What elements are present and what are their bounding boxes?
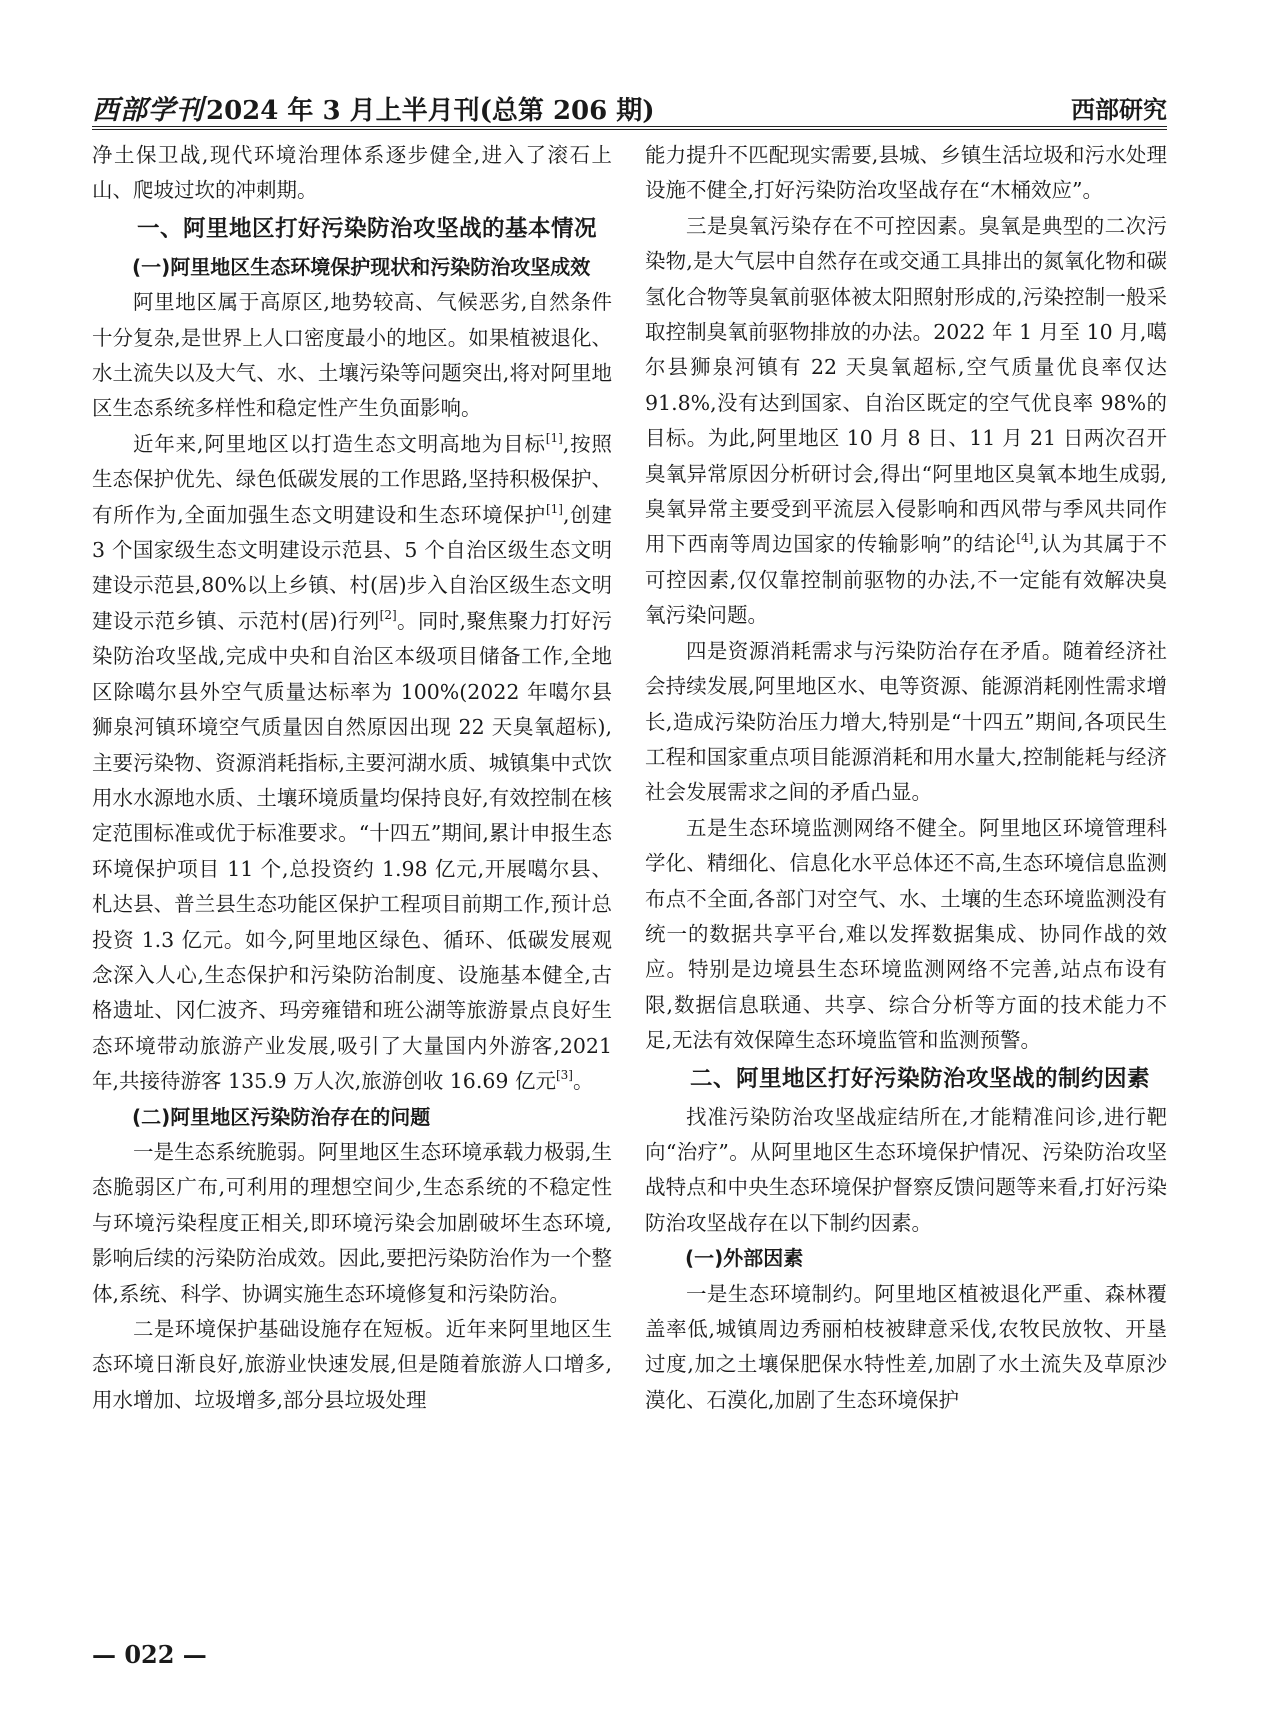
text-run: ,创建 3 个国家级生态文明建设示范县、5 个自治区级生态文明建设示范县,80%以上乡镇、村(居)步入自治区级生态文明建设示范乡镇、示范村(居)行列 xyxy=(92,502,612,633)
section-heading: 一、阿里地区打好污染防治攻坚战的基本情况 xyxy=(137,215,598,242)
paragraph: 阿里地区属于高原区,地势较高、气候恶劣,自然条件十分复杂,是世界上人口密度最小的地区。如果植被退化、水土流失以及大气、水、土壤污染等问题突出,将对阿里地区生态系统多样性和稳定性产生负面影响。 xyxy=(92,290,612,421)
paragraph: 一是生态环境制约。阿里地区植被退化严重、森林覆盖率低,城镇周边秀丽柏枝被肆意采伐,农牧民放牧、开垦过度,加之土壤保肥保水特性差,加剧了水土流失及草原沙漠化、石漠化,加剧了生态环境保护 xyxy=(645,1281,1167,1412)
paragraph: 找准污染防治攻坚战症结所在,才能精准问诊,进行靶向“治疗”。从阿里地区生态环境保护情况、污染防治攻坚战特点和中央生态环境保护督察反馈问题等来看,打好污染防治攻坚战存在以下制约因素。 xyxy=(645,1104,1167,1235)
subsection-heading: (一)阿里地区生态环境保护现状和污染防治攻坚成效 xyxy=(132,254,591,279)
subsection-heading: (一)外部因素 xyxy=(685,1246,804,1271)
paragraph: 五是生态环境监测网络不健全。阿里地区环境管理科学化、精细化、信息化水平总体还不高,生态环境信息监测布点不全面,各部门对空气、水、土壤的生态环境监测没有统一的数据共享平台,难以发挥数据集成、协同作战的效应。特别是边境县生态环境监测网络不完善,站点布设有限,数据信息联通、共享、综合分析等方面的技术能力不足,无法有效保障生态环境监管和监测预警。 xyxy=(645,815,1167,1053)
citation: [3] xyxy=(555,1068,573,1083)
header-left xyxy=(92,88,655,127)
citation: [1] xyxy=(545,430,563,445)
paragraph: 能力提升不匹配现实需要,县城、乡镇生活垃圾和污水处理设施不健全,打好污染防治攻坚战存在“木桶效应”。 xyxy=(645,143,1167,203)
citation: [4] xyxy=(1016,531,1034,546)
journal-logo: 西部学刊 xyxy=(92,95,204,126)
subsection-heading: (二)阿里地区污染防治存在的问题 xyxy=(132,1104,431,1129)
citation: [1] xyxy=(545,501,563,516)
paragraph xyxy=(645,209,1167,634)
text-run: 。同时,聚焦聚力打好污染防治攻坚战,完成中央和自治区本级项目储备工作,全地区除噶尔县外空气质量达标率为 100%(2022 年噶尔县狮泉河镇环境空气质量因自然原因出现 22 天臭氧超标),主要污染物、资源消耗指标,主要河湖水质、城镇集中式饮用水水源地水质、土壤环境质量均保持良好,有效控制在核定范围标准或优于标准要求。“十四五”期间,累计申报生态环境保护项目 11 个,总投资约 1.98 亿元,开展噶尔县、札达县、普兰县生态功能区保护工程项目前期工作,预计总投资 1.3 亿元。如今,阿里地区绿色、循环、低碳发展观念深入人心,生态保护和污染防治制度、设施基本健全,古格遗址、冈仁波齐、玛旁雍错和班公湖等旅游景点良好生态环境带动旅游产业发展,吸引了大量国内外游客,2021 年,共接待游客 135.9 万人次,旅游创收 16.69 亿元 xyxy=(92,608,612,1094)
citation: [2] xyxy=(379,607,397,622)
text-run: 近年来,阿里地区以打造生态文明高地为目标 xyxy=(133,431,546,456)
page-number: — 022 — xyxy=(92,1640,207,1669)
paragraph: 四是资源消耗需求与污染防治存在矛盾。随着经济社会持续发展,阿里地区水、电等资源、能源消耗刚性需求增长,造成污染防治压力增大,特别是“十四五”期间,各项民生工程和国家重点项目能源消耗和用水量大,控制能耗与经济社会发展需求之间的矛盾凸显。 xyxy=(645,638,1167,805)
section-heading: 二、阿里地区打好污染防治攻坚战的制约因素 xyxy=(690,1065,1151,1092)
text-run: 三是臭氧污染存在不可控因素。臭氧是典型的二次污染物,是大气层中自然存在或交通工具排出的氮氧化物和碳氢化合物等臭氧前驱体被太阳照射形成的,污染控制一般采取控制臭氧前驱物排放的办法。2022 年 1 月至 10 月,噶尔县狮泉河镇有 22 天臭氧超标,空气质量优良率仅达 91.8%,没有达到国家、自治区既定的空气优良率 98%的目标。为此,阿里地区 10 月 8 日、11 月 21 日两次召开臭氧异常原因分析研讨会,得出“阿里地区臭氧本地生成弱,臭氧异常主要受到平流层入侵影响和西风带与季风共同作用下西南等周边国家的传输影响”的结论 xyxy=(645,213,1167,557)
paragraph: 二是环境保护基础设施存在短板。近年来阿里地区生态环境日渐良好,旅游业快速发展,但是随着旅游人口增多,用水增加、垃圾增多,部分县垃圾处理 xyxy=(92,1317,612,1412)
text-run: 。 xyxy=(572,1069,594,1094)
paragraph xyxy=(92,427,612,1100)
paragraph: 一是生态系统脆弱。阿里地区生态环境承载力极弱,生态脆弱区广布,可利用的理想空间少,生态系统的不稳定性与环境污染程度正相关,即环境污染会加剧破坏生态环境,影响后续的污染防治成效。因此,要把污染防治作为一个整体,系统、科学、协调实施生态环境修复和污染防治。 xyxy=(92,1139,612,1306)
text-run: ,按照生态保护优先、绿色低碳发展的工作思路,坚持积极保护、有所作为,全面加强生态文明建设和生态环境保护 xyxy=(92,431,612,527)
right-column xyxy=(645,138,1167,1418)
issue-info: 2024 年 3 月上半月刊(总第 206 期) xyxy=(206,96,655,126)
left-column xyxy=(92,138,612,1418)
paragraph: 净土保卫战,现代环境治理体系逐步健全,进入了滚石上山、爬坡过坎的冲刺期。 xyxy=(92,143,612,203)
header-rule xyxy=(92,126,1167,130)
section-title: 西部研究 xyxy=(1071,96,1167,124)
running-header xyxy=(92,82,1167,130)
text-run: ,认为其属于不可控因素,仅仅靠控制前驱物的办法,不一定能有效解决臭氧污染问题。 xyxy=(645,532,1167,628)
